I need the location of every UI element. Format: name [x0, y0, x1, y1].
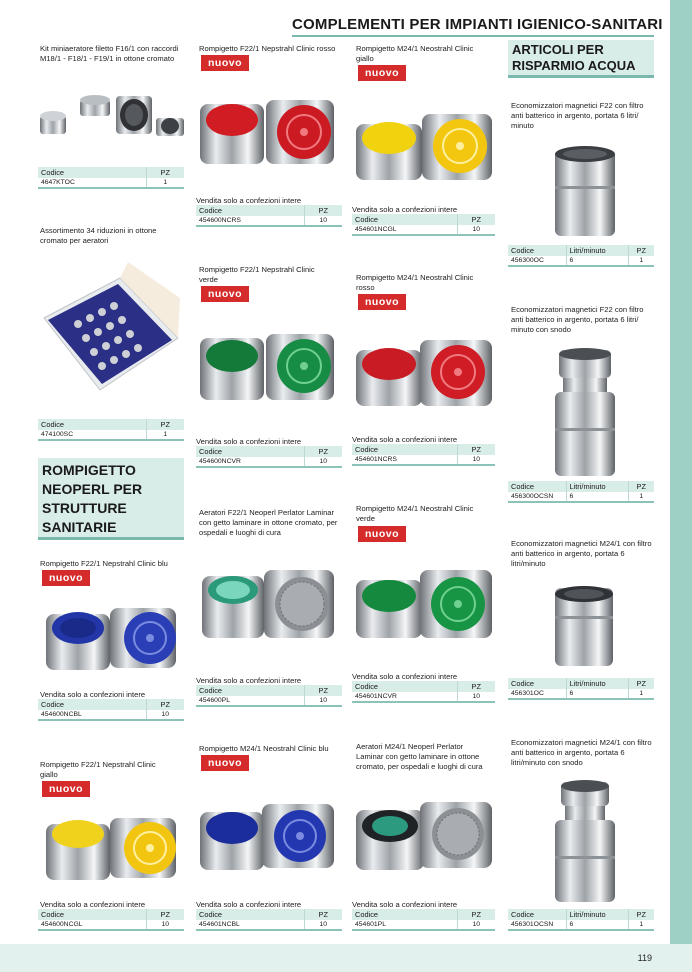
product-pz: 1	[146, 178, 184, 188]
vendita-note: Vendita solo a confezioni intere	[196, 196, 302, 205]
pz-header: PZ	[304, 909, 342, 920]
product-description: Economizzatori magnetici M24/1 con filtro anti batterico in argento, portata 6 litri/minuto con snodo	[511, 738, 652, 767]
code-table-m24-rosso	[352, 444, 495, 466]
nuovo-badge: nuovo	[42, 570, 90, 586]
product-pz: 10	[146, 920, 184, 930]
product-pz: 10	[146, 710, 184, 720]
codice-header: Codice	[352, 444, 457, 455]
codice-header: Codice	[196, 446, 304, 457]
section-rompigetto-neoperl	[38, 458, 184, 540]
product-description: Rompigetto M24/1 Neostrahl Clinic blu	[199, 744, 329, 753]
section-rompigetto-line2: NEOPERL PER	[42, 481, 143, 497]
code-table-eco-f22-snodo	[508, 481, 654, 503]
code-table-m24-blu	[196, 909, 342, 931]
product-description: Rompigetto M24/1 Neostrahl Clinic rosso	[356, 273, 474, 292]
product-image-m24-perlator	[352, 796, 498, 886]
vendita-note: Vendita solo a confezioni intere	[196, 437, 302, 446]
codice-header: Codice	[508, 909, 566, 920]
vendita-note: Vendita solo a confezioni intere	[352, 205, 458, 214]
product-description: Aeratori F22/1 Neoperl Perlator Laminar con getto laminare in ottone cromato, per ospedali e luoghi di cura	[199, 508, 338, 537]
product-code: 454601PL	[352, 920, 457, 930]
codice-header: Codice	[38, 699, 146, 710]
nuovo-badge: nuovo	[42, 781, 90, 797]
pz-header: PZ	[628, 909, 654, 920]
product-code: 454601NCBL	[196, 920, 304, 930]
product-litri: 6	[566, 492, 628, 502]
product-code: 454600NCRS	[196, 216, 304, 226]
vendita-note: Vendita solo a confezioni intere	[352, 435, 458, 444]
product-description: Rompigetto F22/1 Nepstrahl Clinic rosso	[199, 44, 336, 53]
pz-header: PZ	[304, 446, 342, 457]
product-image-eco-f22	[545, 142, 625, 242]
product-image-m24-blu	[196, 800, 342, 886]
product-description: Economizzatori magnetici M24/1 con filtro anti batterico in argento, portata 6 litri/minuto	[511, 539, 652, 568]
nuovo-badge: nuovo	[201, 286, 249, 302]
product-pz: 10	[457, 225, 495, 235]
product-pz: 1	[628, 689, 654, 699]
product-description: Economizzatori magnetici F22 con filtro anti batterico in argento, portata 6 litri/ minuto	[511, 101, 644, 130]
litri-header: Litri/minuto	[566, 481, 628, 492]
code-table-f22-giallo	[38, 909, 184, 931]
pz-header: PZ	[146, 909, 184, 920]
product-description: Rompigetto M24/1 Neostrahl Clinic verde	[356, 504, 474, 523]
product-pz: 10	[304, 920, 342, 930]
nuovo-badge: nuovo	[201, 55, 249, 71]
codice-header: Codice	[196, 205, 304, 216]
pz-header: PZ	[457, 444, 495, 455]
code-table-m24-perlator	[352, 909, 495, 931]
product-pz: 1	[628, 492, 654, 502]
codice-header: Codice	[508, 245, 566, 256]
product-code: 456300OCSN	[508, 492, 566, 502]
pz-header: PZ	[457, 214, 495, 225]
product-image-m24-verde	[352, 566, 498, 656]
product-image-eco-f22-snodo	[545, 346, 625, 482]
product-image-eco-m24	[545, 582, 625, 672]
litri-header: Litri/minuto	[566, 245, 628, 256]
product-description: Rompigetto M24/1 Neostrahl Clinic giallo	[356, 44, 474, 63]
product-pz: 10	[304, 216, 342, 226]
product-description: Aeratori M24/1 Neoperl Perlator Laminar con getto laminare in ottone cromato, per ospedali e luoghi di cura	[356, 742, 483, 771]
pz-header: PZ	[457, 681, 495, 692]
pz-header: PZ	[304, 205, 342, 216]
section-rompigetto-line4: SANITARIE	[42, 519, 117, 535]
code-table-kit	[38, 167, 184, 189]
footer-bar	[0, 944, 692, 972]
product-code: 454601NCRS	[352, 455, 457, 465]
section-risparmio-acqua	[508, 40, 654, 78]
product-code: 456301OCSN	[508, 920, 566, 930]
product-pz: 1	[146, 430, 184, 440]
code-table-assortimento	[38, 419, 184, 441]
pz-header: PZ	[146, 419, 184, 430]
codice-header: Codice	[508, 481, 566, 492]
pz-header: PZ	[304, 685, 342, 696]
nuovo-badge: nuovo	[201, 755, 249, 771]
product-image-f22-giallo	[38, 810, 184, 894]
pz-header: PZ	[457, 909, 495, 920]
product-image-f22-blu	[38, 600, 184, 680]
codice-header: Codice	[38, 419, 146, 430]
section-risparmio-line2: RISPARMIO ACQUA	[512, 58, 636, 73]
nuovo-badge: nuovo	[358, 65, 406, 81]
nuovo-badge: nuovo	[358, 526, 406, 542]
code-table-eco-m24	[508, 678, 654, 700]
product-description: Rompigetto F22/1 Nepstrahl Clinic blu	[40, 559, 168, 568]
product-pz: 10	[457, 692, 495, 702]
product-code: 4647KTOC	[38, 178, 146, 188]
product-pz: 10	[457, 455, 495, 465]
product-litri: 6	[566, 256, 628, 266]
pz-header: PZ	[146, 699, 184, 710]
code-table-f22-rosso	[196, 205, 342, 227]
product-description: Economizzatori magnetici F22 con filtro anti batterico in argento, portata 6 litri/ minuto con snodo	[511, 305, 644, 334]
product-code: 454600NCVR	[196, 457, 304, 467]
product-image-f22-rosso	[196, 92, 342, 182]
nuovo-badge: nuovo	[358, 294, 406, 310]
litri-header: Litri/minuto	[566, 678, 628, 689]
product-image-eco-m24-snodo	[545, 778, 625, 908]
product-image-kit	[38, 88, 188, 148]
litri-header: Litri/minuto	[566, 909, 628, 920]
product-pz: 1	[628, 256, 654, 266]
side-accent-bar	[670, 0, 692, 972]
product-description: Rompigetto F22/1 Nepstrahl Clinic giallo	[40, 760, 156, 779]
page-title: COMPLEMENTI PER IMPIANTI IGIENICO-SANITARI	[292, 16, 663, 33]
code-table-f22-blu	[38, 699, 184, 721]
code-table-m24-giallo	[352, 214, 495, 236]
product-description: Kit miniaeratore filetto F16/1 con raccordi M18/1 - F18/1 - F19/1 in ottone cromato	[40, 44, 179, 63]
product-image-f22-verde	[196, 326, 342, 416]
pz-header: PZ	[628, 678, 654, 689]
product-code: 454601NCVR	[352, 692, 457, 702]
product-image-m24-rosso	[352, 336, 498, 420]
codice-header: Codice	[508, 678, 566, 689]
code-table-f22-verde	[196, 446, 342, 468]
product-pz: 10	[304, 457, 342, 467]
section-rompigetto-line3: STRUTTURE	[42, 500, 127, 516]
product-description: Rompigetto F22/1 Nepstrahl Clinic verde	[199, 265, 315, 284]
code-table-m24-verde	[352, 681, 495, 703]
product-pz: 10	[457, 920, 495, 930]
vendita-note: Vendita solo a confezioni intere	[196, 676, 302, 685]
vendita-note: Vendita solo a confezioni intere	[352, 900, 458, 909]
code-table-eco-m24-snodo	[508, 909, 654, 931]
vendita-note: Vendita solo a confezioni intere	[40, 690, 146, 699]
pz-header: PZ	[628, 481, 654, 492]
codice-header: Codice	[196, 909, 304, 920]
vendita-note: Vendita solo a confezioni intere	[196, 900, 302, 909]
product-pz: 10	[304, 696, 342, 706]
codice-header: Codice	[352, 909, 457, 920]
vendita-note: Vendita solo a confezioni intere	[352, 672, 458, 681]
pz-header: PZ	[146, 167, 184, 178]
product-code: 456301OC	[508, 689, 566, 699]
product-code: 454601NCGL	[352, 225, 457, 235]
product-code: 474100SC	[38, 430, 146, 440]
product-code: 454600PL	[196, 696, 304, 706]
product-litri: 6	[566, 920, 628, 930]
codice-header: Codice	[38, 167, 146, 178]
product-image-f22-perlator	[196, 566, 342, 656]
codice-header: Codice	[196, 685, 304, 696]
code-table-eco-f22	[508, 245, 654, 267]
title-rule	[292, 35, 654, 37]
page-number: 119	[637, 953, 652, 963]
product-code: 454600NCBL	[38, 710, 146, 720]
product-image-assortimento	[38, 258, 184, 408]
product-pz: 1	[628, 920, 654, 930]
section-rompigetto-line1: ROMPIGETTO	[42, 462, 136, 478]
codice-header: Codice	[352, 681, 457, 692]
code-table-f22-perlator	[196, 685, 342, 707]
pz-header: PZ	[628, 245, 654, 256]
product-code: 454600NCGL	[38, 920, 146, 930]
product-code: 456300OC	[508, 256, 566, 266]
codice-header: Codice	[38, 909, 146, 920]
product-image-m24-giallo	[352, 110, 498, 200]
product-description: Assortimento 34 riduzioni in ottone cromato per aeratori	[40, 226, 157, 245]
vendita-note: Vendita solo a confezioni intere	[40, 900, 146, 909]
product-litri: 6	[566, 689, 628, 699]
codice-header: Codice	[352, 214, 457, 225]
section-risparmio-line1: ARTICOLI PER	[512, 42, 604, 57]
